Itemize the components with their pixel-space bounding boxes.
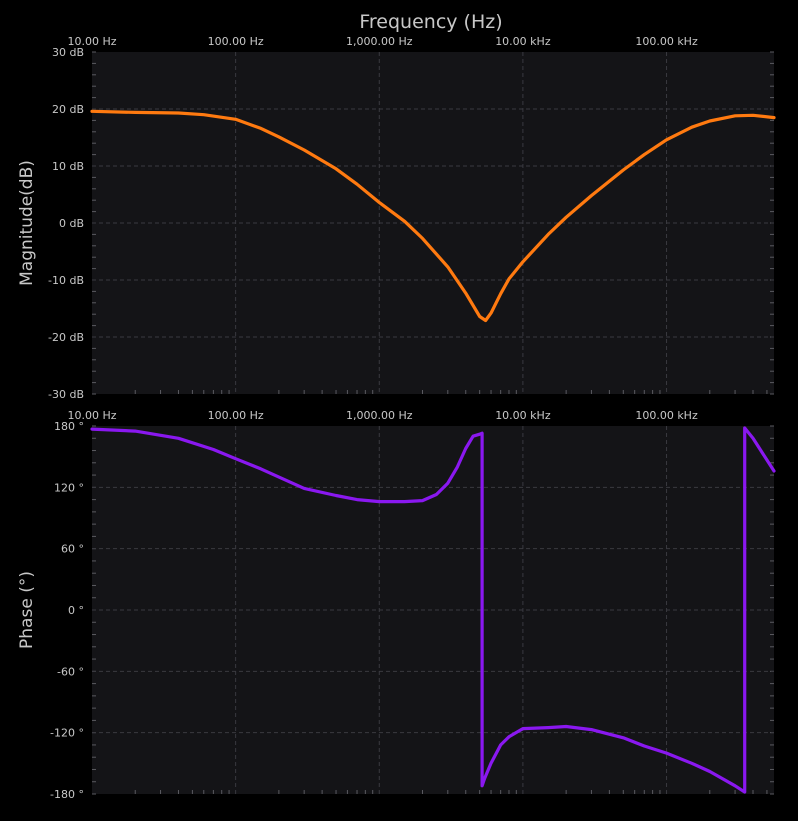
phase-x-tick-label: 1,000.00 Hz <box>346 409 413 422</box>
magnitude-x-tick-label: 10.00 kHz <box>495 35 551 48</box>
phase-y-tick-label: 60 ° <box>61 542 84 556</box>
phase-x-tick-label: 10.00 kHz <box>495 409 551 422</box>
phase-y-tick-label: 120 ° <box>54 481 84 495</box>
phase-y-tick-label: -180 ° <box>50 788 84 801</box>
magnitude-y-tick-label: 30 dB <box>51 46 84 59</box>
magnitude-y-tick-label: 0 dB <box>58 217 84 230</box>
phase-x-tick-label: 10.00 Hz <box>67 409 117 422</box>
phase-y-tick-label: 0 ° <box>68 604 84 617</box>
magnitude-y-tick-label: -20 dB <box>48 331 84 344</box>
phase-y-tick-label: -120 ° <box>50 726 84 740</box>
magnitude-panel <box>17 35 774 401</box>
magnitude-plot-area <box>92 52 774 394</box>
phase-panel <box>17 409 774 801</box>
magnitude-y-axis-label: Magnitude(dB) <box>17 160 37 286</box>
magnitude-y-tick-label: -10 dB <box>48 274 84 287</box>
magnitude-y-tick-label: 20 dB <box>51 103 84 116</box>
magnitude-x-tick-label: 10.00 Hz <box>67 35 117 48</box>
phase-x-tick-label: 100.00 Hz <box>207 409 264 422</box>
phase-x-tick-label: 100.00 kHz <box>635 409 698 422</box>
phase-plot-area <box>92 426 774 794</box>
magnitude-y-tick-label: 10 dB <box>51 160 84 173</box>
phase-y-axis-label: Phase (°) <box>17 571 37 649</box>
chart-title: Frequency (Hz) <box>359 11 503 33</box>
phase-y-tick-label: -60 ° <box>57 665 84 679</box>
magnitude-x-tick-label: 100.00 Hz <box>207 35 264 48</box>
magnitude-x-tick-label: 100.00 kHz <box>635 35 698 48</box>
phase-y-tick-label: 180 ° <box>54 420 84 433</box>
magnitude-y-tick-label: -30 dB <box>48 388 84 401</box>
magnitude-x-tick-label: 1,000.00 Hz <box>346 35 413 48</box>
